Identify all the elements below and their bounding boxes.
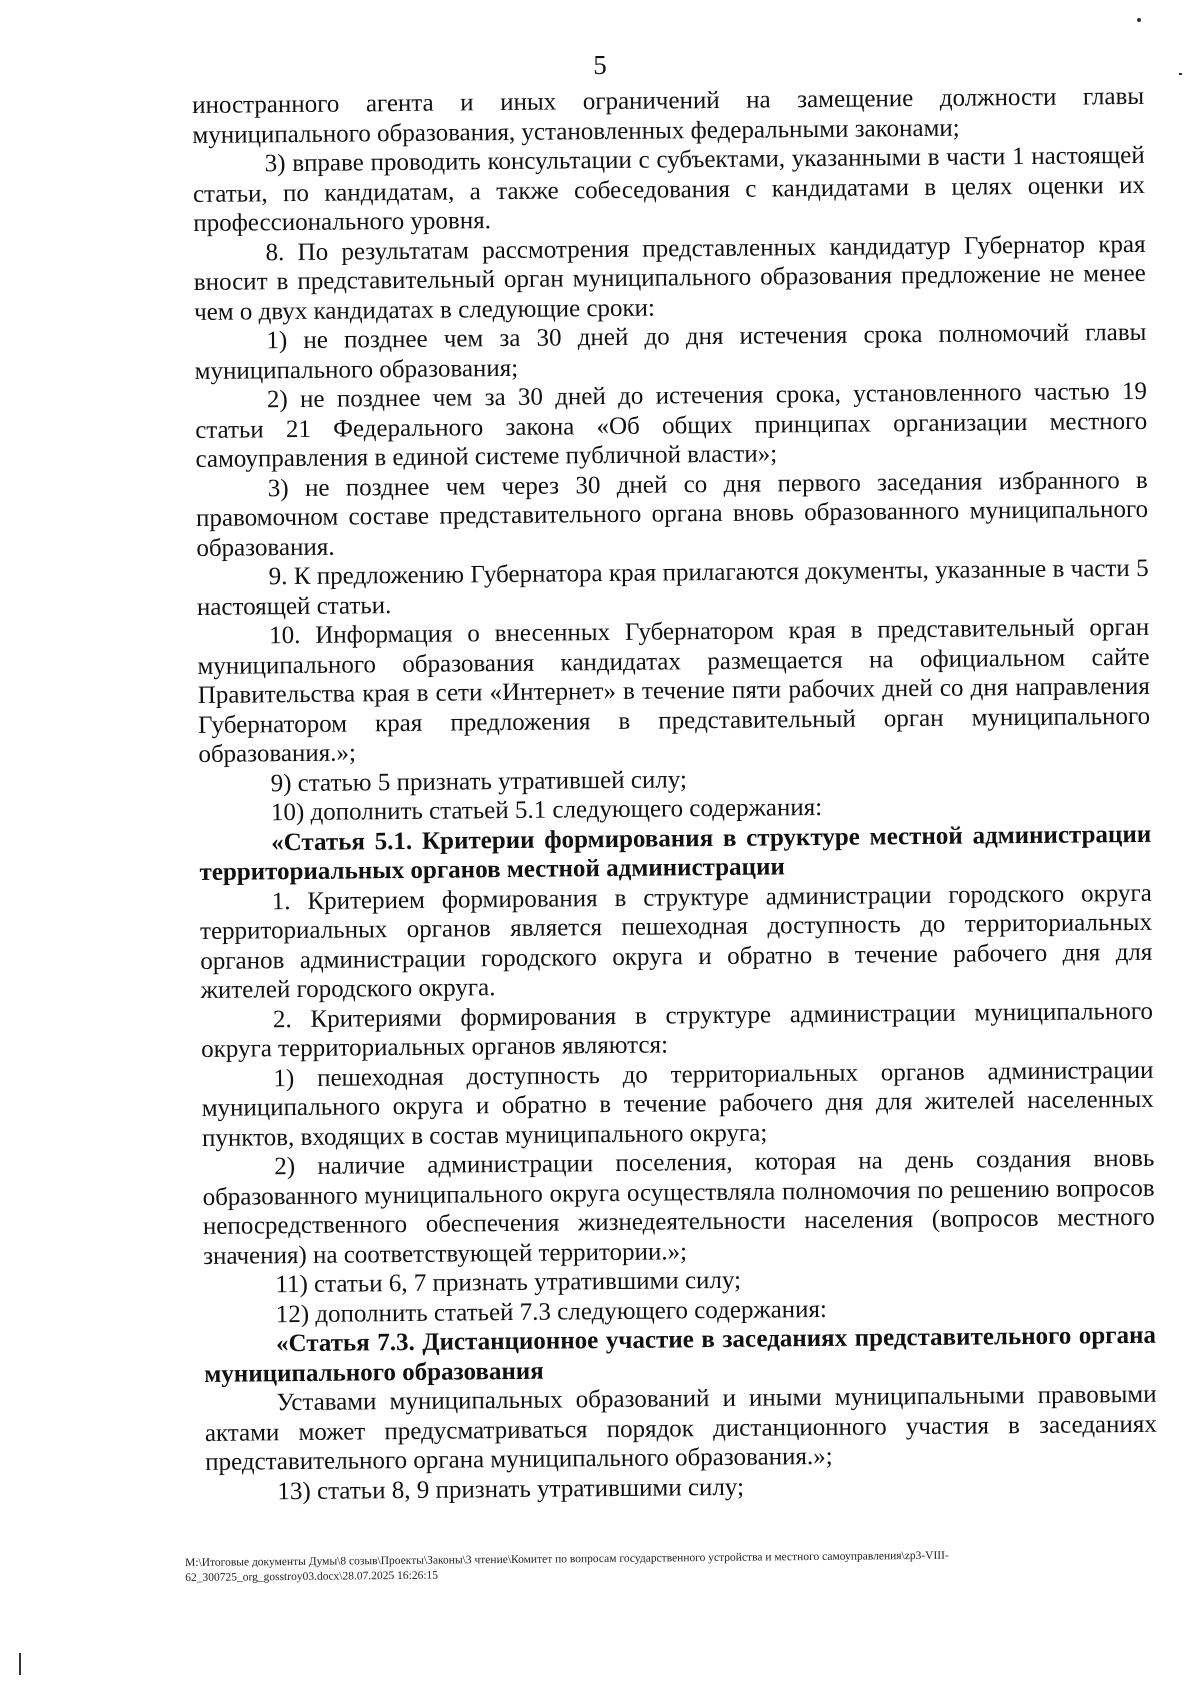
paragraph: 2) не позднее чем за 30 дней до истечения срока, установленного частью 19 статьи 21 Федерального закона «Об общих принципах организации местного самоуправления в единой системе публичной власти»; [195, 377, 1148, 473]
paragraph: 2. Критериями формирования в структуре администрации муниципального округа территориальных органов являются: [201, 997, 1154, 1063]
paragraph: 8. По результатам рассмотрения представленных кандидатур Губернатор края вносит в представительный орган муниципального образования предложение не менее чем о двух кандидатах в следующие сроки: [193, 230, 1146, 326]
paragraph: 1. Критерием формирования в структуре администрации городского округа территориальных органов является пешеходная доступность до территориальных органов администрации городского округа и обратно в течение рабочего дня для жителей городского округа. [199, 879, 1153, 1004]
paragraph: 9. К предложению Губернатора края прилагаются документы, указанные в части 5 настоящей статьи. [196, 554, 1149, 621]
paragraph: 11) статьи 6, 7 признать утратившими силу; [275, 1266, 742, 1299]
scan-speck [1137, 18, 1141, 22]
file-path-footer: M:\Итоговые документы Думы\8 созыв\Проекты\Законы\3 чтение\Комитет по вопросам государственного устройства и местного самоуправления\zp3-VIII-62_300725_org_gosstroy03.docx\28.07.2025 16:26:15 [185, 1549, 949, 1584]
article-heading: «Статья 5.1. Критерии формирования в структуре местной администрации территориальных органов местной администрации [199, 820, 1152, 886]
paragraph: 12) дополнить статьей 7.3 следующего содержания: [275, 1295, 828, 1328]
paragraph: 3) не позднее чем через 30 дней со дня первого заседания избранного в правомочном составе представительного органа вновь образованного муниципального образования. [195, 466, 1149, 562]
paragraph: 10) дополнить статьей 5.1 следующего содержания: [270, 793, 823, 827]
paragraph: 1) пешеходная доступность до территориальных органов администрации муниципального округа и обратно в течение рабочего дня для жителей населенных пунктов, входящих в состав муниципального округа; [201, 1056, 1154, 1152]
paragraph: иностранного агента и иных ограничений на замещение должности главы муниципального образования, установленных федеральными законами; [192, 82, 1145, 149]
page-number: 5 [593, 50, 607, 80]
scan-speck [19, 1653, 21, 1675]
paragraph: 10. Информация о внесенных Губернатором края в представительный орган муниципального образования кандидатах размещается на официальном сайте Правительства края в сети «Интернет» в течение пяти рабочих дней со дня направления Губернатором края предложения в представительный орган муниципального образования.»; [197, 613, 1151, 768]
paragraph: Уставами муниципальных образований и иными муниципальными правовыми актами может предусматриваться порядок дистанционного участия в заседаниях представительного органа муниципального образования.»; [204, 1380, 1157, 1476]
scan-speck [1179, 73, 1182, 75]
paragraph: 13) статьи 8, 9 признать утратившими силу; [277, 1473, 745, 1505]
paragraph: 1) не позднее чем за 30 дней до дня истечения срока полномочий главы муниципального образования; [194, 318, 1147, 385]
document-body [192, 82, 1158, 1507]
paragraph: 2) наличие администрации поселения, которая на день создания вновь образованного муниципального округа осуществляла полномочия по решению вопросов непосредственного обеспечения жизнедеятельности населения (вопросов местного значения) на соответствующей территории.»; [202, 1144, 1155, 1270]
paragraph: 9) статью 5 признать утратившей силу; [270, 765, 687, 797]
paragraph: 3) вправе проводить консультации с субъектами, указанными в части 1 настоящей статьи, по кандидатам, а также собеседования с кандидатами в целях оценки их профессионального уровня. [192, 141, 1146, 237]
article-heading: «Статья 7.3. Дистанционное участие в заседаниях представительного органа муниципального образования [204, 1321, 1157, 1388]
